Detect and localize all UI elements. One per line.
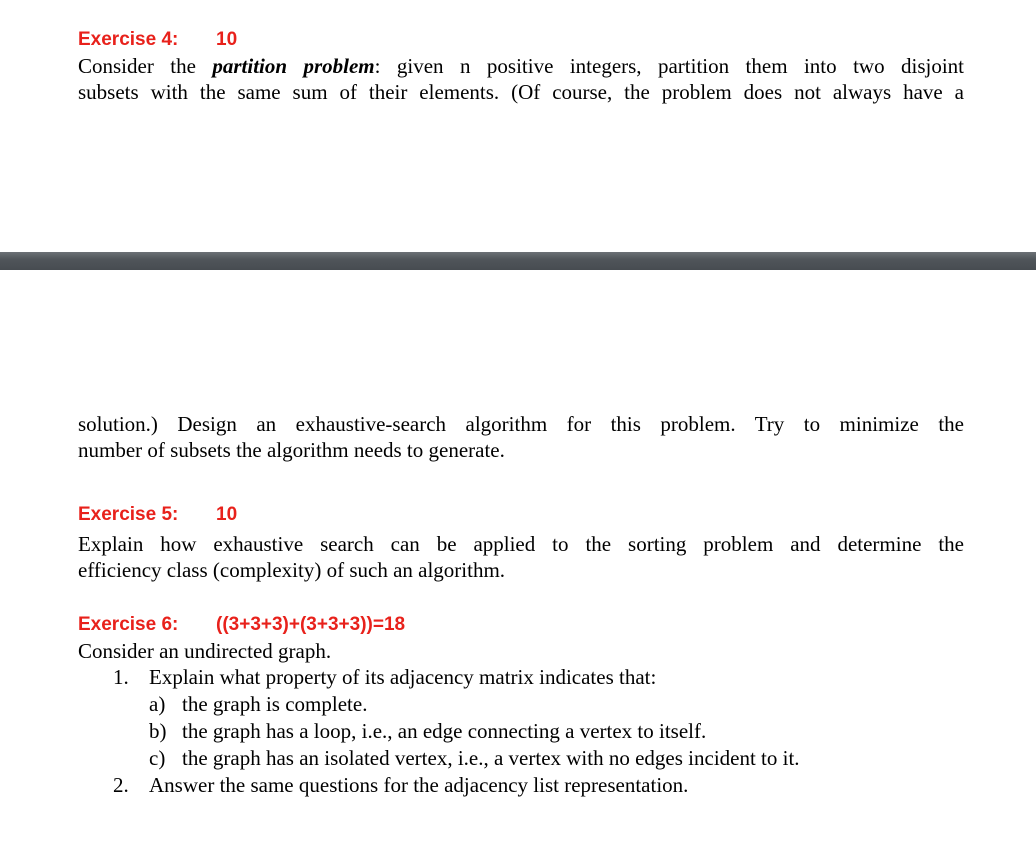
subitem-b-letter: b) — [149, 719, 167, 743]
exercise-4-label: Exercise 4: — [78, 29, 179, 50]
exercise-5-line-1: Explain how exhaustive search can be applied to the sorting problem and determine the — [78, 532, 964, 556]
subitem-a-text: the graph is complete. — [182, 692, 368, 716]
subitem-a-letter: a) — [149, 692, 166, 716]
list-item-1-number: 1. — [113, 665, 129, 689]
exercise-4-points: 10 — [216, 29, 238, 50]
exercise-4-line-4: number of subsets the algorithm needs to generate. — [78, 438, 505, 462]
list-item-2-number: 2. — [113, 773, 129, 797]
subitem-c-letter: c) — [149, 746, 166, 770]
partition-problem-term: partition problem — [212, 54, 375, 78]
exercise-6-label: Exercise 6: — [78, 614, 179, 635]
exercise-6-heading — [78, 614, 405, 636]
subitem-b-text: the graph has a loop, i.e., an edge connecting a vertex to itself. — [182, 719, 707, 743]
exercise-4-line-1: Consider the partition problem: given n positive integers, partition them into two disjoint — [78, 54, 965, 78]
list-item-2-text: Answer the same questions for the adjacency list representation. — [149, 773, 689, 797]
exercise-5-label: Exercise 5: — [78, 504, 179, 525]
exercise-5-line-2: efficiency class (complexity) of such an algorithm. — [78, 558, 506, 582]
page-divider-bar — [0, 252, 1036, 270]
exercise-5-heading — [78, 504, 237, 526]
exercise-4-line-3: solution.) Design an exhaustive-search algorithm for this problem. Try to minimize the — [78, 412, 964, 436]
exercise-4-line-2: subsets with the same sum of their elements. (Of course, the problem does not always have a — [78, 80, 964, 104]
exercise-5-points: 10 — [216, 504, 238, 525]
list-item-1-text: Explain what property of its adjacency matrix indicates that: — [149, 665, 657, 689]
exercise-4-heading — [78, 29, 237, 51]
exercise-6-points: ((3+3+3)+(3+3+3))=18 — [216, 614, 406, 635]
subitem-c-text: the graph has an isolated vertex, i.e., a vertex with no edges incident to it. — [182, 746, 800, 770]
exercise-6-intro: Consider an undirected graph. — [78, 639, 332, 663]
